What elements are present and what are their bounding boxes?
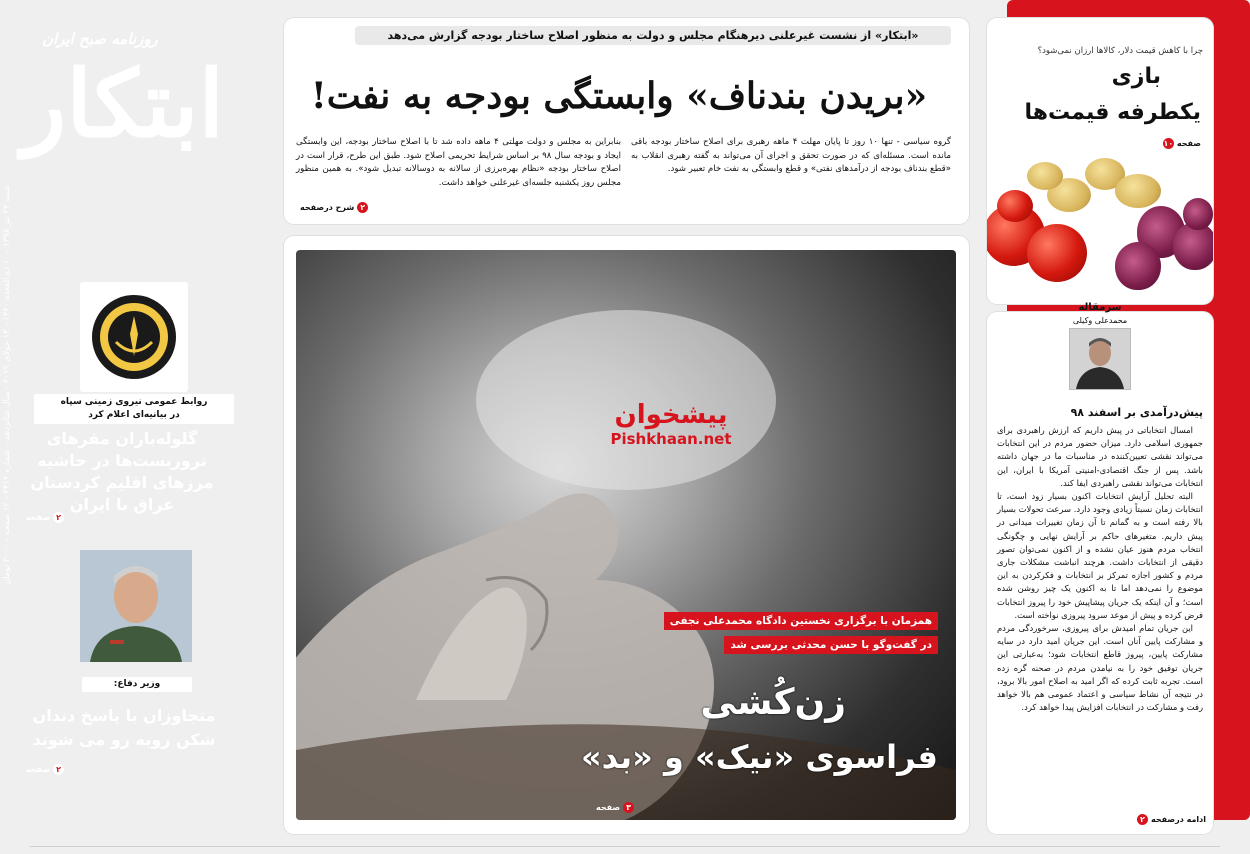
main-photo-page-label: صفحه [596, 803, 621, 812]
left-column: روزنامه صبح ایران ابتکار شنبه ۲۲ تیر ۱۳۹۸ - ۱۰ ذی‌القعده ۱۴۴۰ - ۱۳ جولای ۲۰۱۹ - سال شانزدهم - شماره ۴۳۱۲ - ۱۲ صفحه - ۲۰۰۰ تومان روابط عمومی نیروی زمینی سپاه در بیانیه‌ای اعلام کرد گلوله‌باران مقرهای تروریست‌ها در حاشیه مرزهای اقلیم کردستان عراق با ایران ۲صفحه وزیر دفاع: متجاوزان با پاسخ دندان شکن روبه رو می شوند ۲صفحه [1007, 0, 1250, 820]
editorial-more-label: ادامه درصفحه [1151, 815, 1206, 824]
main-photo-kicker-line1: همزمان با برگزاری نخستین دادگاه محمدعلی نجفی [664, 612, 938, 630]
editorial-author-photo [1069, 328, 1131, 390]
main-photo-headline-line2[interactable]: فراسوی «نیک» و «بد» [580, 738, 938, 776]
prices-headline-line2[interactable]: یکطرفه قیمت‌ها [1024, 100, 1201, 125]
top-story-headline[interactable]: «بریدن بندناف» وابستگی بودجه به نفت! [310, 75, 928, 117]
top-story-card [284, 18, 969, 224]
watermark-en: Pishkhaan.net [610, 430, 732, 448]
bottom-rule [30, 846, 1220, 847]
watermark [596, 400, 746, 448]
potato-icon [1115, 174, 1161, 208]
main-photo-page-number: ۳ [623, 802, 634, 813]
watermark-fa: پیشخوان [614, 400, 728, 430]
prices-page-number: ۱۰ [1163, 139, 1174, 148]
hand-illustration [296, 250, 956, 820]
onion-icon [1115, 242, 1161, 290]
produce-photo [987, 152, 1213, 304]
main-photo-headline-line1[interactable]: زن‌کُشی [700, 682, 846, 723]
editorial-paragraph: این جریان تمام امیدش برای پیروزی، سرخوردگی مردم و مشارکت پایین آنان است. این جریان امید دارد در سایه مشارکت پایین، پیروز قاطع انتخابات شود؛ به‌عبارتی این جریان توفیق خود را به نیامدن مردم در صحنه گره زده است. تجربه ثابت کرده که اگر امید به اصلاح امور بالا برود، در نتیجه آن نشاط سیاسی و اعتماد عمومی هم بالا خواهد رفت و مشارکت در انتخابات افزایش پیدا خواهد کرد. [997, 623, 1203, 713]
editorial-author: محمدعلی وکیلی [1072, 316, 1128, 325]
tomato-icon [997, 190, 1033, 222]
editorial-paragraph: امسال انتخاباتی در پیش داریم که ارزش راهبردی برای جمهوری اسلامی دارد. میزان حضور مردم در این انتخابات می‌تواند نقشی تعیین‌کننده در مناسبات ما در جهان داشته باشد. پس از جنگ اقتصادی-امنیتی آمریکا با ایران، این انتخابات می‌تواند نقشی راهبردی ایفا کند. [997, 425, 1203, 488]
main-photo-card [284, 236, 969, 834]
editorial-more-number: ۲ [1137, 814, 1148, 825]
editorial-more[interactable] [1137, 814, 1206, 825]
editorial-body [997, 424, 1203, 714]
main-photo-kicker-line2: در گفت‌وگو با حسن محدثی بررسی شد [724, 636, 938, 654]
top-story-column-right: گروه سیاسی - تنها ۱۰ روز تا پایان مهلت ۴ ماهه رهبری برای اصلاح ساختار بودجه باقی مانده است. مسئله‌ای که در صورت تحقق و اجرای آن می‌تواند به گفته رهبری انقلاب به «قطع بندناف بودجه از درآمدهای نفتی» و قطع وابستگی به نفت خام تعبیر شود. [631, 137, 951, 175]
editorial-card [987, 302, 1213, 834]
top-story-column-left: بنابراین به مجلس و دولت مهلتی ۴ ماهه داده شد تا با اصلاح ساختار بودجه، این وابستگی ایجاد و بودجه سال ۹۸ بر اساس شرایط تحریمی اصلاح شود. طبق این طرح، قرار است در اصلاح ساختار بودجه «نظام بهره‌برزی از سالانه به دوسالانه تبدیل شود». به همین منظور مجلس روز یکشنبه جلسه‌ای غیرعلنی خواهد داشت. [296, 137, 622, 188]
editorial-paragraph: البته تحلیل آرایش انتخابات اکنون بسیار زود است، تا انتخابات زمان نسبتاً زیادی وجود دارد. سرعت تحولات بسیار بالا رفته است و به گمانم تا آن زمان تغییرات میدانی در پیش داریم. متغیرهای حاکم بر آرایش نهایی و چگونگی انتخاب مردم هنوز عیان نشده و از اکنون نمی‌توان تصور دقیقی از انتخابات داشت. هرچند انباشت مشکلات جاری مردم و کشور اجازه تمرکز بر انتخابات و فکرکردن به این موضوع را نمی‌دهد اما تا به اکنون یک چیز روشن شده است؛ و آن اینکه یک جریان پیشاپیش خود را پیروز انتخابات فرض کرده و پیش از موعد سرود پیروزی نواخته است. [997, 491, 1203, 620]
onion-icon [1183, 198, 1213, 230]
prices-page-label: صفحه [1176, 139, 1201, 148]
top-story-more-number: ۲ [357, 202, 368, 213]
prices-page-ref[interactable] [1163, 138, 1201, 149]
top-story-more-label: شرح درصفحه [300, 203, 355, 212]
editorial-title[interactable]: پیش‌درآمدی بر اسفند ۹۸ [1070, 406, 1203, 419]
prices-kicker: چرا با کاهش قیمت دلار، کالاها ارزان نمی‌شود؟ [1037, 46, 1203, 56]
top-story-more[interactable] [300, 202, 368, 213]
tomato-icon [1027, 224, 1087, 282]
author-portrait-icon [1070, 329, 1130, 389]
main-photo[interactable] [296, 250, 956, 820]
prices-card [987, 18, 1213, 304]
main-photo-page-ref[interactable] [596, 802, 634, 813]
potato-icon [1027, 162, 1063, 190]
editorial-label: سرمقاله [1078, 302, 1122, 313]
top-story-kicker: «ابتکار» از نشست غیرعلنی دیرهنگام مجلس و دولت به منظور اصلاح ساختار بودجه گزارش می‌دهد [355, 26, 951, 45]
prices-headline-line1[interactable]: بازی [1111, 64, 1161, 89]
